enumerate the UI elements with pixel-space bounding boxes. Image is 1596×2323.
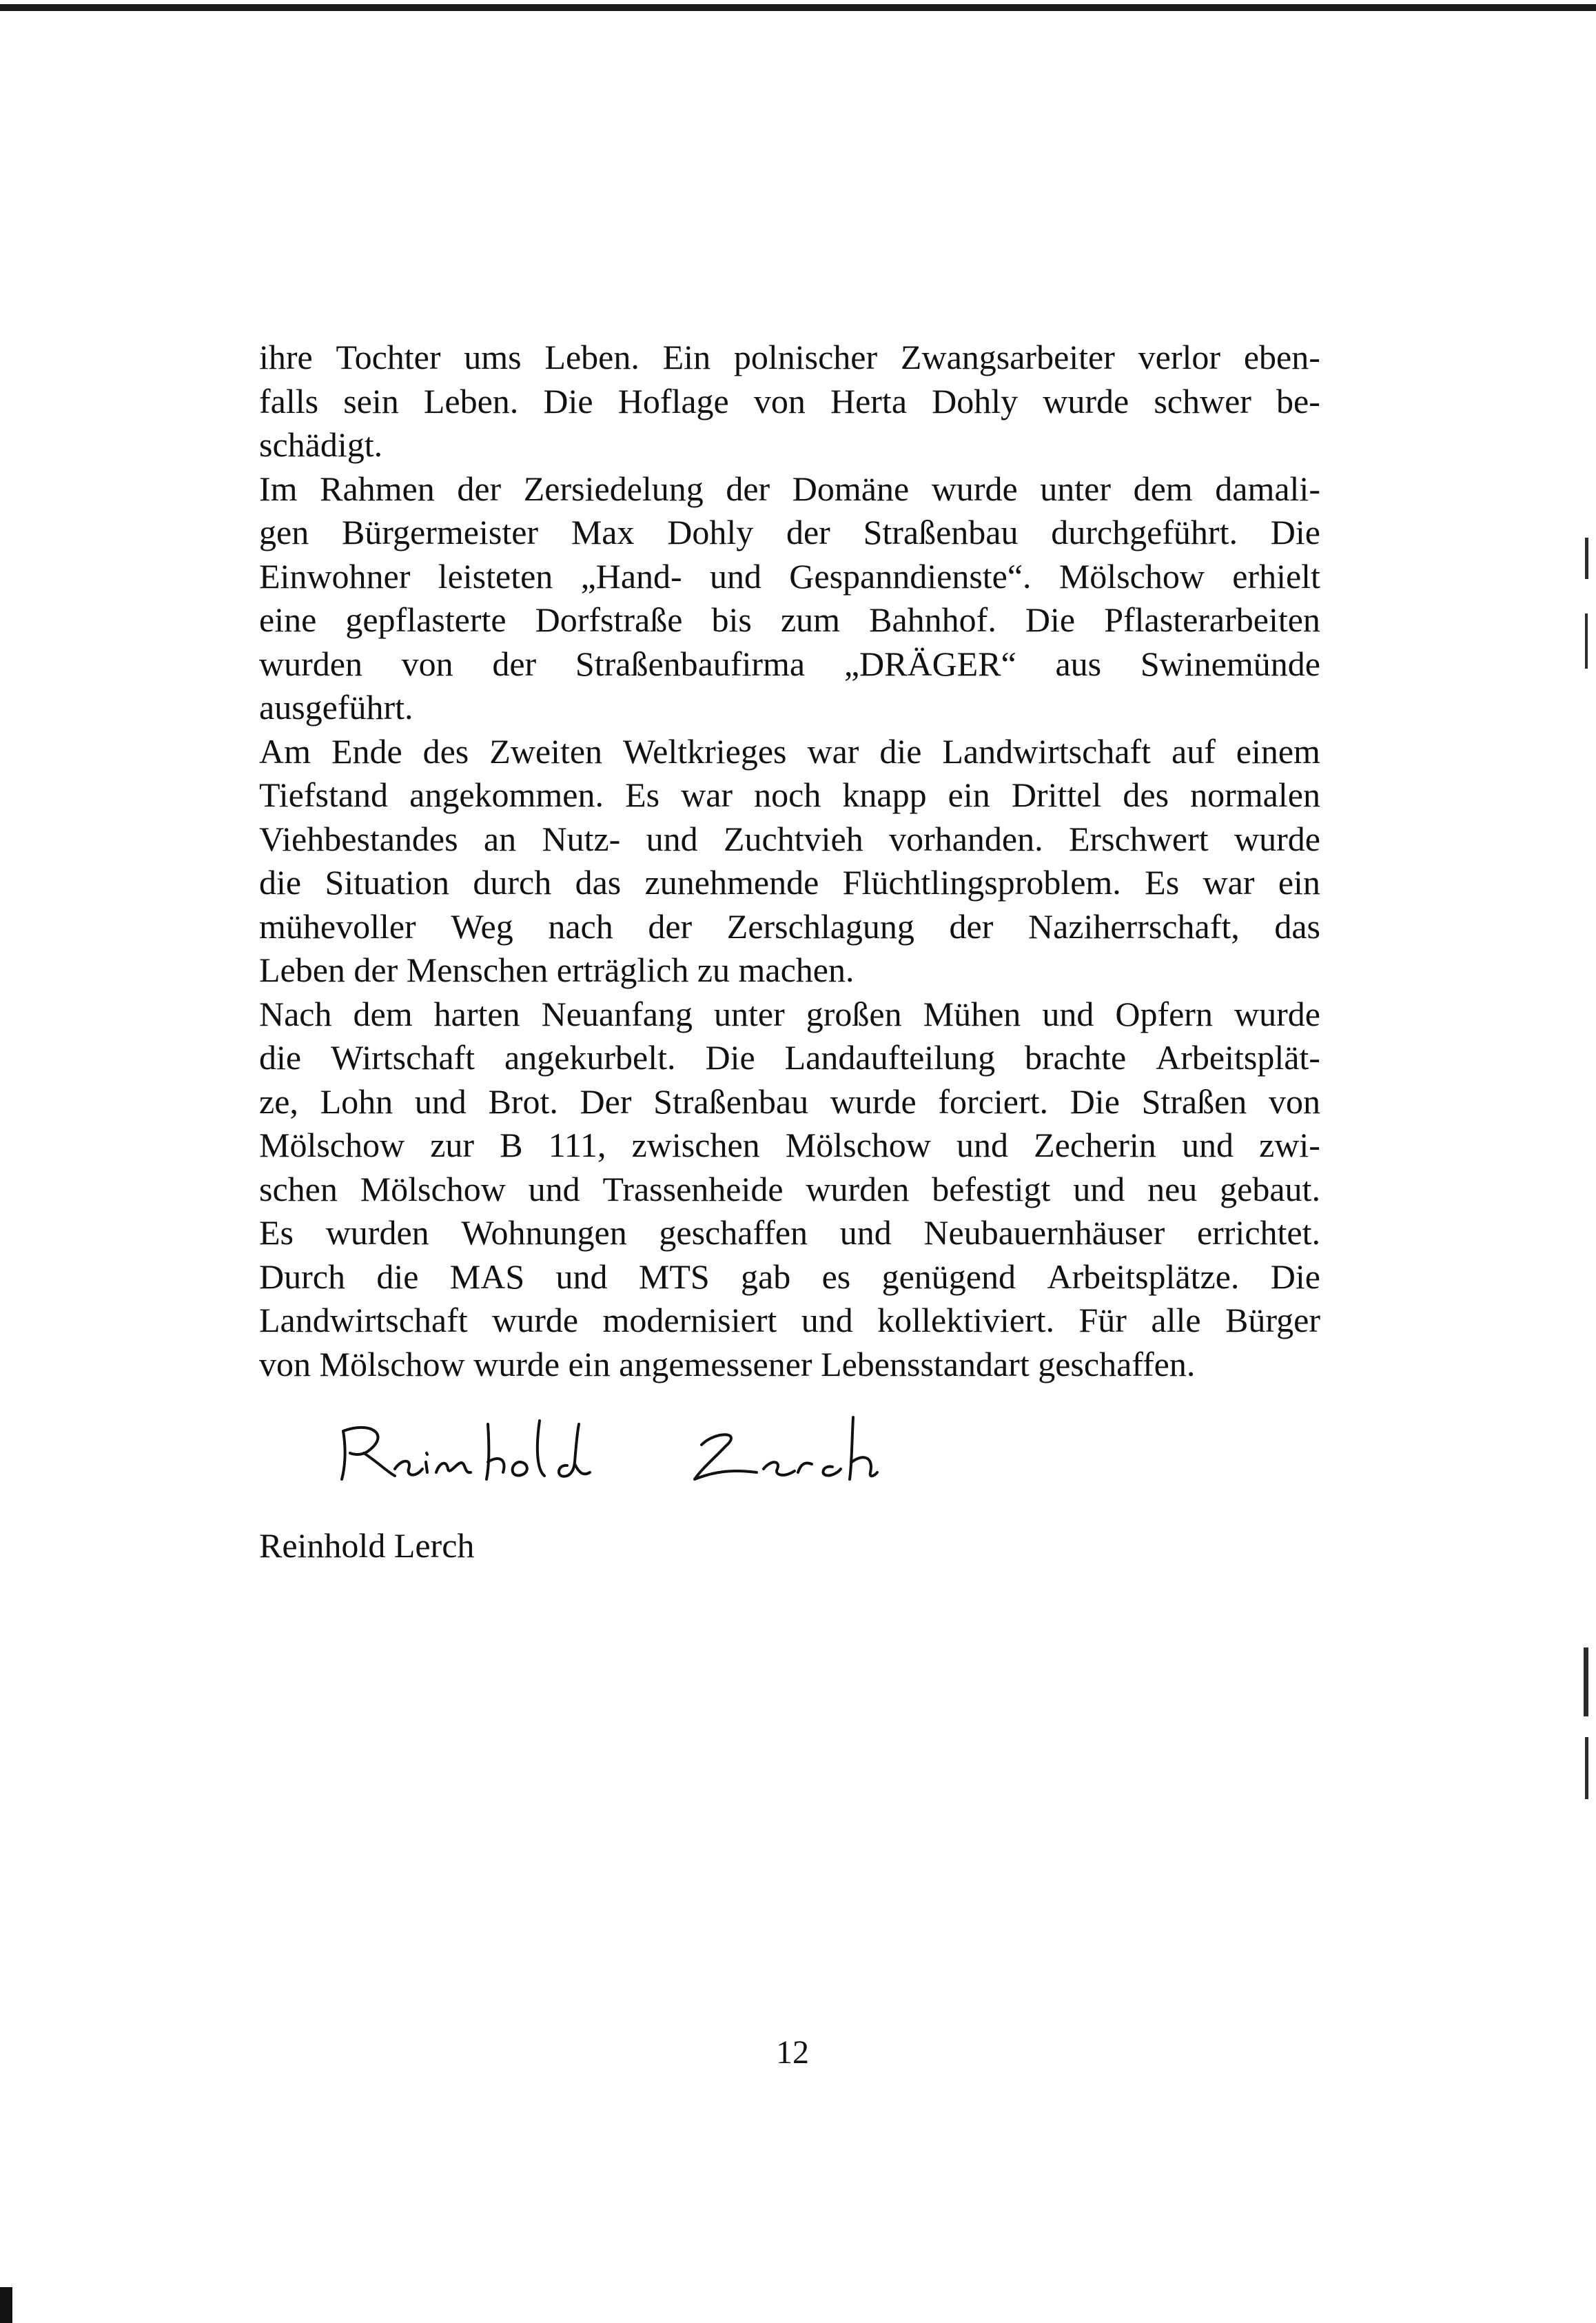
body-line: mühevoller Weg nach der Zerschlagung der Naziherrschaft, das: [259, 906, 1320, 946]
handwritten-signature: [329, 1403, 950, 1507]
scan-edge-mark: [1585, 613, 1588, 669]
body-line: Viehbestandes an Nutz- und Zuchtvieh vorhanden. Erschwert wurde: [259, 819, 1320, 858]
body-line: Einwohner leisteten „Hand- und Gespanndienste“. Mölschow erhielt: [259, 556, 1320, 596]
body-line: Durch die MAS und MTS gab es genügend Arbeitsplätze. Die: [259, 1257, 1320, 1296]
body-line: die Wirtschaft angekurbelt. Die Landaufteilung brachte Arbeitsplät-: [259, 1038, 1320, 1077]
author-name: Reinhold Lerch: [259, 1526, 475, 1565]
body-line: schen Mölschow und Trassenheide wurden befestigt und neu gebaut.: [259, 1169, 1320, 1208]
page-number: 12: [776, 2034, 809, 2071]
scan-edge-mark: [1584, 1647, 1588, 1716]
scan-edge-mark: [1585, 1737, 1588, 1799]
scan-edge-mark: [1585, 538, 1588, 579]
body-line: Mölschow zur B 111, zwischen Mölschow und Zecherin und zwi-: [259, 1126, 1320, 1164]
body-line: wurden von der Straßenbaufirma „DRÄGER“ aus Swinemünde: [259, 644, 1320, 683]
body-line: ze, Lohn und Brot. Der Straßenbau wurde forciert. Die Straßen von: [259, 1082, 1320, 1121]
body-line: ausgeführt.: [259, 688, 413, 727]
body-line: Im Rahmen der Zersiedelung der Domäne wurde unter dem damali-: [259, 469, 1320, 508]
body-line: Leben der Menschen erträglich zu machen.: [259, 951, 855, 989]
body-line: ihre Tochter ums Leben. Ein polnischer Zwangsarbeiter verlor eben-: [259, 338, 1320, 376]
body-line: Landwirtschaft wurde modernisiert und kollektiviert. Für alle Bürger: [259, 1301, 1320, 1339]
top-scan-border: [0, 0, 1596, 14]
body-text: [259, 336, 1320, 1386]
body-line: falls sein Leben. Die Hoflage von Herta Dohly wurde schwer be-: [259, 381, 1320, 420]
body-line: die Situation durch das zunehmende Flüchtlingsproblem. Es war ein: [259, 863, 1320, 902]
body-line: Es wurden Wohnungen geschaffen und Neubauernhäuser errichtet.: [259, 1213, 1320, 1252]
body-line: gen Bürgermeister Max Dohly der Straßenbau durchgeführt. Die: [259, 513, 1320, 551]
scan-corner-mark: [0, 2287, 12, 2323]
body-line: Nach dem harten Neuanfang unter großen Mühen und Opfern wurde: [259, 994, 1320, 1033]
body-line: schädigt.: [259, 425, 383, 464]
body-line: Tiefstand angekommen. Es war noch knapp ein Drittel des normalen: [259, 775, 1320, 814]
body-line: von Mölschow wurde ein angemessener Lebensstandart geschaffen.: [259, 1344, 1196, 1383]
body-line: eine gepflasterte Dorfstraße bis zum Bahnhof. Die Pflasterarbeiten: [259, 600, 1320, 639]
body-line: Am Ende des Zweiten Weltkrieges war die Landwirtschaft auf einem: [259, 731, 1320, 771]
